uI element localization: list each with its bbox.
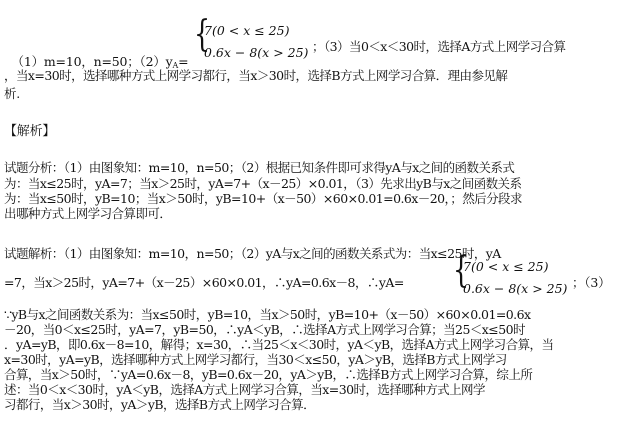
- analysis-line-2: 为：当x≤25时，yA=7；当x＞25时，yA=7+（x－25）×0.01，（3）先求出yB与x之间函数关系: [4, 176, 522, 191]
- solution-line-7: 合算，当x＞50时，∵yA=0.6x－8，yB=0.6x－20，yA＞yB，∴选择B方式上网学习合算，综上所: [4, 367, 533, 382]
- answer-brace: {: [194, 14, 211, 55]
- solution-line-1: 试题解析：（1）由图象知：m=10，n=50；（2）yA与x之间的函数关系式为：当x≤25时，yA: [4, 246, 501, 261]
- solution-line-9: 习都行，当x＞30时，yA＞yB，选择B方式上网学习合算．: [4, 397, 316, 412]
- answer-part1: （1）m=10，n=50；（2）y: [11, 54, 173, 69]
- solution-piece-2: 0.6x − 8(x > 25): [463, 281, 568, 296]
- analysis-line-3: 为：当x≤50时，yB=10；当x＞50时，yB=10+（x－50）×60×0.01=0.6x－20，；然后分段求: [4, 191, 522, 206]
- answer-piece-2: 0.6x − 8(x > 25): [204, 45, 309, 60]
- answer-subscript: A: [172, 61, 179, 70]
- analysis-line-1: 试题分析：（1）由图象知：m=10，n=50；（2）根据已知条件即可求得yA与x之间的函数关系式: [4, 160, 515, 175]
- answer-line-2: ，当x=30时，选择哪种方式上网学习都行，当x＞30时，选择B方式上网学习合算．理由参见解: [4, 68, 508, 83]
- solution-line-4: －20，当0＜x≤25时，yA=7，yB=50，∴yA＜yB，∴选择A方式上网学习合算；当25＜x≤50时: [4, 322, 525, 337]
- solution-piece-1: 7(0 < x ≤ 25): [463, 259, 549, 274]
- answer-eq: =: [178, 54, 189, 69]
- solution-line-2-post: ；（3）: [572, 275, 611, 290]
- solution-line-6: x=30时，yA=yB，选择哪种方式上网学习都行，当30＜x≤50，yA＞yB，选择B方式上网学习: [4, 352, 507, 367]
- answer-line-3: 析.: [4, 86, 21, 101]
- answer-part3: ；（3）当0＜x＜30时，选择A方式上网学习合算: [312, 39, 566, 54]
- answer-piece-1: 7(0 < x ≤ 25): [204, 23, 290, 38]
- solution-line-5: ．yA=yB，即0.6x－8=10，解得；x=30，∴当25＜x＜30时，yA＜yB，选择A方式上网学习合算，当: [4, 337, 554, 352]
- solution-line-2: =7，当x＞25时，yA=7+（x－25）×60×0.01，∴yA=0.6x－8，∴yA=: [4, 275, 404, 290]
- solution-line-8: 述：当0＜x＜30时，yA＜yB，选择A方式上网学习合算，当x=30时，选择哪种方式上网学: [4, 382, 485, 397]
- solution-line-3: ∵yB与x之间函数关系为：当x≤50时，yB=10，当x＞50时，yB=10+（x－50）×60×0.01=0.6x: [4, 307, 531, 322]
- section-title: 【解析】: [4, 124, 56, 139]
- analysis-line-4: 出哪种方式上网学习合算即可．: [4, 206, 172, 221]
- solution-brace: {: [453, 250, 470, 291]
